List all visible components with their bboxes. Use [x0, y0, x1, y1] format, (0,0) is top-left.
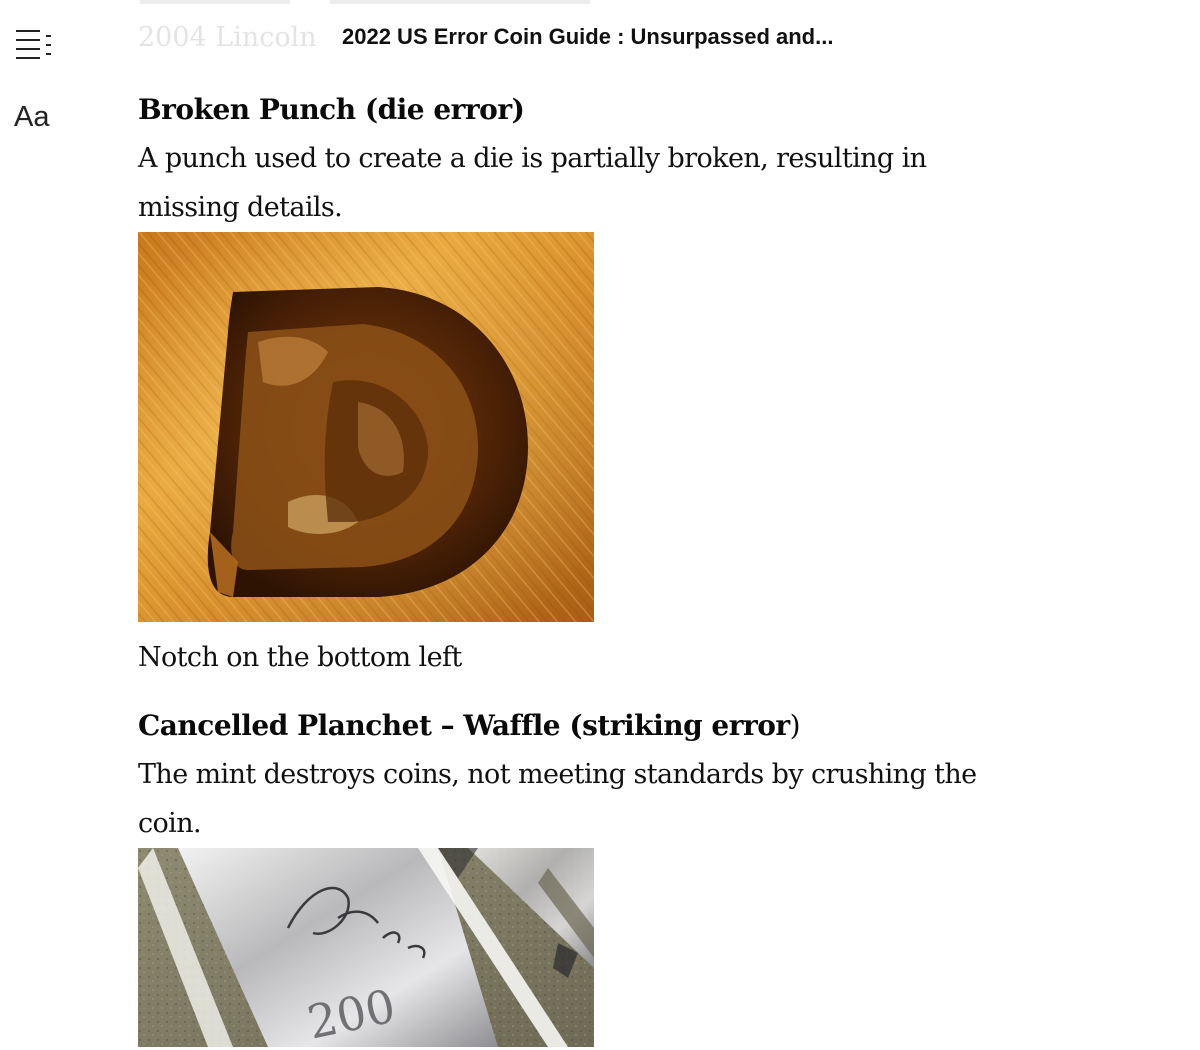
faded-previous-text: 2004 Lincoln [138, 22, 317, 53]
faded-previous-line [140, 0, 290, 4]
font-settings-button[interactable]: Aa [14, 101, 50, 133]
broken-punch-mintmark-photo [138, 232, 594, 622]
waffled-coin-photo [138, 848, 594, 1047]
svg-text:200: 200 [302, 978, 400, 1047]
reading-content [138, 90, 1018, 1047]
section-body: A punch used to create a die is partially broken, resulting in missing details. [138, 143, 927, 223]
section-heading: Cancelled Planchet – Waffle (striking error) [138, 709, 801, 742]
section-cancelled-planchet [138, 706, 1018, 1047]
section-broken-punch [138, 90, 1018, 678]
book-title: 2022 US Error Coin Guide : Unsurpassed and... [342, 24, 834, 49]
table-of-contents-icon[interactable] [14, 28, 54, 62]
image-caption: Notch on the bottom left [138, 642, 462, 673]
faded-previous-line [330, 0, 590, 4]
section-body: The mint destroys coins, not meeting standards by crushing the coin. [138, 759, 977, 839]
section-heading: Broken Punch (die error) [138, 93, 525, 126]
